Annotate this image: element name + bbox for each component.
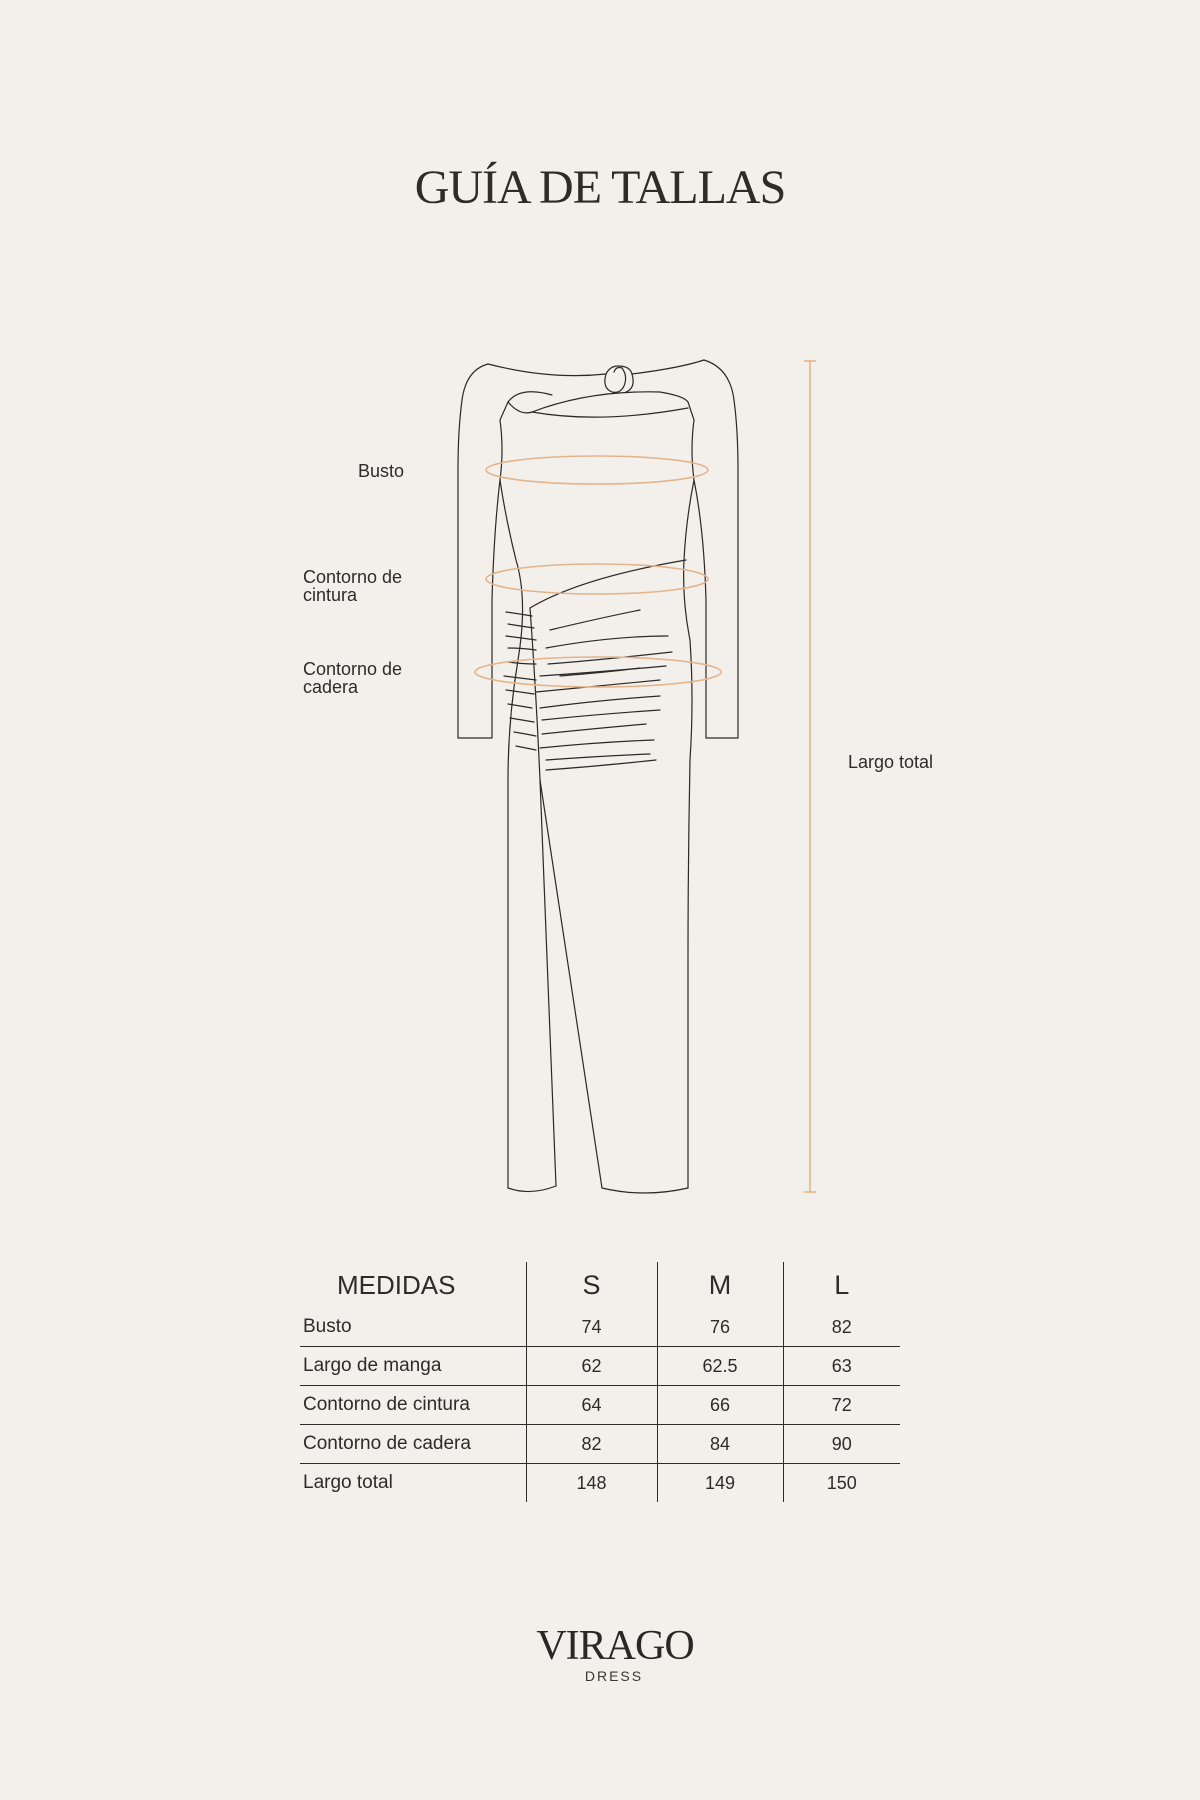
value-cell: 148 bbox=[526, 1464, 657, 1503]
value-cell: 82 bbox=[526, 1425, 657, 1464]
brand-subtitle: DRESS bbox=[584, 1668, 644, 1684]
size-header-m: M bbox=[657, 1262, 783, 1308]
value-cell: 149 bbox=[657, 1464, 783, 1503]
total-length-label: Largo total bbox=[848, 752, 934, 772]
value-cell: 62 bbox=[526, 1347, 657, 1386]
value-cell: 72 bbox=[783, 1386, 900, 1425]
row-label: Busto bbox=[300, 1308, 526, 1347]
measures-header: MEDIDAS bbox=[337, 1269, 456, 1300]
table-row bbox=[300, 1347, 900, 1386]
value-cell: 62.5 bbox=[657, 1347, 783, 1386]
bust-label: Busto bbox=[358, 461, 405, 481]
value-cell: 63 bbox=[783, 1347, 900, 1386]
page-title: GUÍA DE TALLAS bbox=[414, 161, 786, 214]
size-table bbox=[300, 1262, 900, 1502]
value-cell: 84 bbox=[657, 1425, 783, 1464]
value-cell: 76 bbox=[657, 1308, 783, 1347]
size-header-s: S bbox=[526, 1262, 657, 1308]
table-row bbox=[300, 1464, 900, 1503]
size-header-l: L bbox=[783, 1262, 900, 1308]
table-row bbox=[300, 1425, 900, 1464]
value-cell: 74 bbox=[526, 1308, 657, 1347]
table-row bbox=[300, 1386, 900, 1425]
row-label: Contorno de cadera bbox=[300, 1425, 526, 1464]
hip-label: Contorno de cadera bbox=[303, 659, 403, 697]
brand-logo: VIRAGO bbox=[536, 1623, 694, 1669]
row-label: Largo total bbox=[303, 1472, 393, 1493]
row-label: Contorno de cintura bbox=[300, 1386, 526, 1425]
table-row bbox=[300, 1308, 900, 1347]
value-cell: 66 bbox=[657, 1386, 783, 1425]
value-cell: 82 bbox=[783, 1308, 900, 1347]
row-label: Largo de manga bbox=[300, 1347, 526, 1386]
value-cell: 64 bbox=[526, 1386, 657, 1425]
value-cell: 150 bbox=[783, 1464, 900, 1503]
waist-label: Contorno de cintura bbox=[303, 567, 403, 605]
size-table-header bbox=[300, 1262, 900, 1308]
value-cell: 90 bbox=[783, 1425, 900, 1464]
